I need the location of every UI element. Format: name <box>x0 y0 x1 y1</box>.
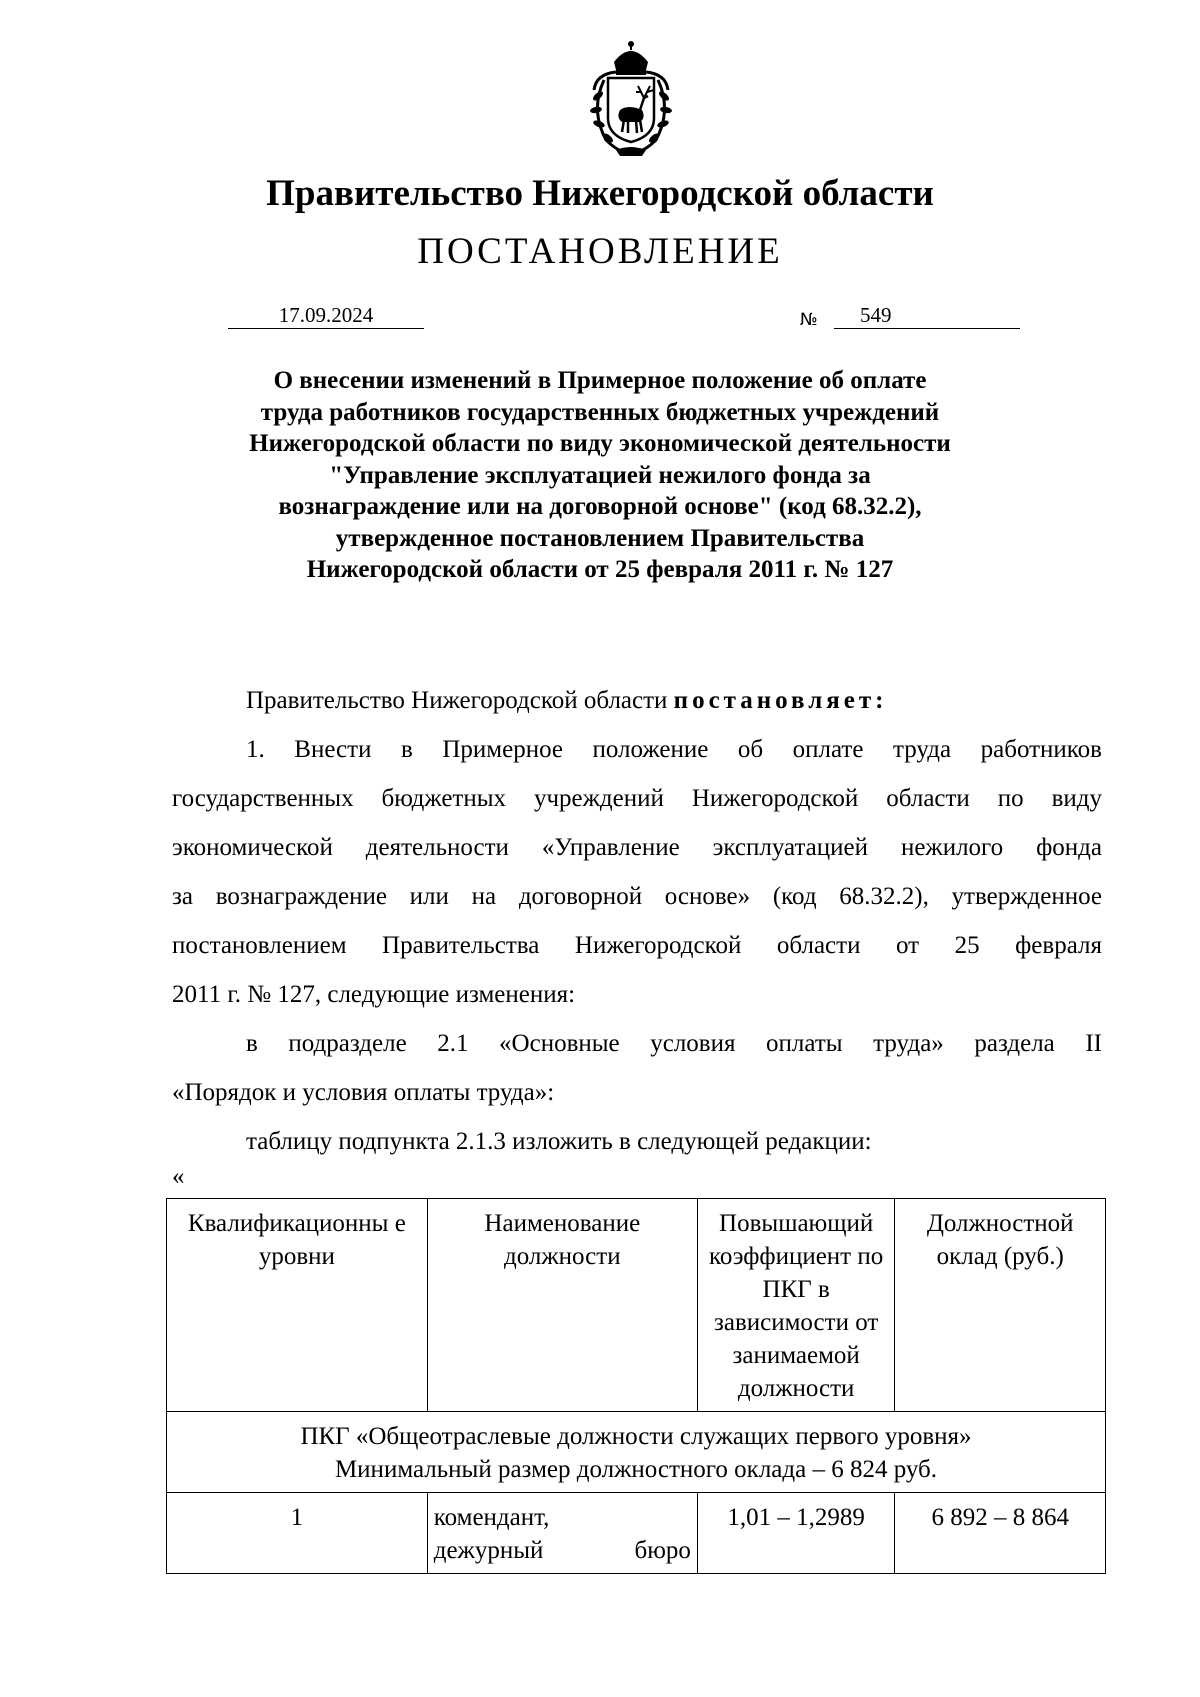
group-min-salary: Минимальный размер должностного оклада – 6 824 руб. <box>334 1456 938 1483</box>
table-header-row <box>167 1199 1106 1412</box>
heading-line: "Управление эксплуатацией нежилого фонда за <box>329 461 871 489</box>
heading-line: Нижегородской области по виду экономической деятельности <box>249 430 951 457</box>
heading-line: вознаграждение или на договорной основе" (код 68.32.2), <box>278 493 922 520</box>
cell-position <box>427 1493 697 1574</box>
intro-paragraph <box>172 676 1102 725</box>
cell-salary: 6 892 – 8 864 <box>895 1493 1106 1574</box>
intro-text: Правительство Нижегородской области <box>246 687 674 714</box>
paragraph-3 <box>172 1117 1102 1166</box>
paragraph-line: постановлением Правительства Нижегородской области от 25 февраля <box>172 932 1102 959</box>
paragraph-1 <box>172 725 1102 1019</box>
intro-resolves: постановляет: <box>673 687 888 714</box>
number-sign: № <box>800 310 818 330</box>
document-number-field <box>834 302 1020 329</box>
paragraph-line: 1. Внести в Примерное положение об оплате труда работников <box>246 736 1102 763</box>
table-row <box>167 1493 1106 1574</box>
opening-quote: « <box>172 1163 185 1190</box>
paragraph-line: таблицу подпункта 2.1.3 изложить в следующей редакции: <box>246 1128 872 1155</box>
heading-line: труда работников государственных бюджетных учреждений <box>260 398 940 426</box>
paragraph-line: 2011 г. № 127, следующие изменения: <box>172 981 576 1008</box>
document-type: ПОСТАНОВЛЕНИЕ <box>417 231 783 272</box>
coat-of-arms-icon <box>576 40 686 160</box>
paragraph-2 <box>172 1019 1102 1117</box>
heading-line: Нижегородской области от 25 февраля 2011 г. № 127 <box>306 556 894 583</box>
document-heading <box>170 365 1030 586</box>
organization-title: Правительство Нижегородской области <box>266 173 934 214</box>
header-qualification-levels: Квалификационны е уровни <box>167 1199 428 1412</box>
heading-line: О внесении изменений в Примерное положение об оплате <box>273 367 927 394</box>
cell-coefficient: 1,01 – 1,2989 <box>697 1493 895 1574</box>
document-number: 549 <box>860 303 892 327</box>
header-coefficient: Повышающий коэффициент по ПКГ в зависимости от занимаемой должности <box>697 1199 895 1412</box>
group-cell <box>167 1412 1106 1493</box>
paragraph-line: в подразделе 2.1 «Основные условия оплаты труда» раздела II <box>246 1030 1102 1057</box>
paragraph-line: экономической деятельности «Управление эксплуатацией нежилого фонда <box>172 834 1102 861</box>
header-position-name: Наименование должности <box>427 1199 697 1412</box>
salary-table <box>166 1198 1106 1574</box>
intro-line <box>172 676 1102 725</box>
position-line: комендант, <box>433 1504 550 1531</box>
position-line: дежурный бюро <box>433 1537 691 1564</box>
group-title: ПКГ «Общеотраслевые должности служащих первого уровня» <box>300 1423 972 1450</box>
paragraph-line: «Порядок и условия оплаты труда»: <box>172 1079 555 1106</box>
paragraph-line: государственных бюджетных учреждений Нижегородской области по виду <box>172 785 1102 812</box>
table-group-row <box>167 1412 1106 1493</box>
header-salary: Должностной оклад (руб.) <box>895 1199 1106 1412</box>
cell-level: 1 <box>167 1493 428 1574</box>
paragraph-line: за вознаграждение или на договорной основе» (код 68.32.2), утвержденное <box>172 883 1102 910</box>
document-date: 17.09.2024 <box>228 302 424 329</box>
heading-line: утвержденное постановлением Правительства <box>335 524 865 552</box>
